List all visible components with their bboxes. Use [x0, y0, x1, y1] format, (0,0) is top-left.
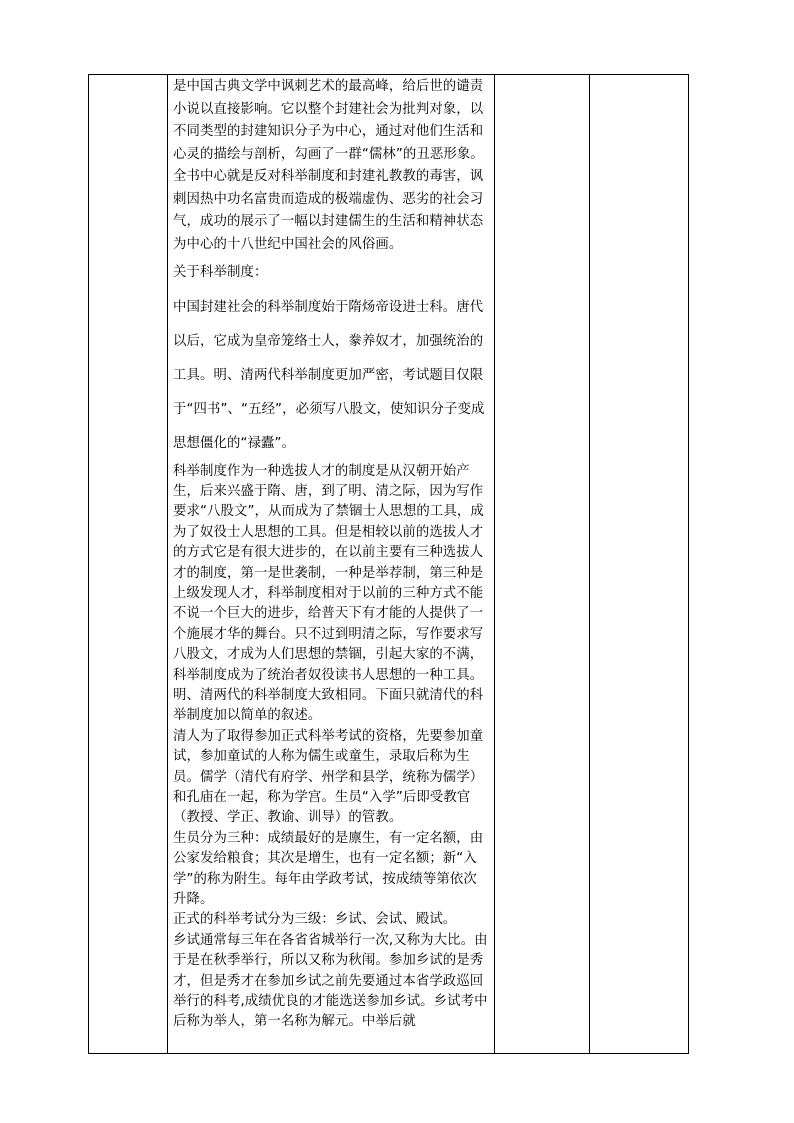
- notes-cell: [495, 75, 590, 1054]
- paragraph-keju-history: 科举制度作为一种选拔人才的制度是从汉朝开始产生，后来兴盛于隋、唐，到了明、清之际，因为写作要求“八股文”，从而成为了禁锢士人思想的工具，成为了奴役士人思想的工具。但是相较以前的选拔人才的方式它是有很大进步的，在以前主要有三种选拔人才的制度，第一是世袭制，一种是举荐制，第三种是上级发现人才，科举制度相对于以前的三种方式不能不说一个巨大的进步，给普天下有才能的人提供了一个施展才华的舞台。只不过到明清之际，写作要求写八股文，才成为人们思想的禁锢，引起大家的不满，科举制度成为了统治者奴役读书人思想的一种工具。: [173, 463, 484, 683]
- table-row: [89, 75, 689, 1054]
- main-text-cell: [168, 75, 495, 1054]
- paragraph-ming-qing: 明、清两代的科举制度大致相同。下面只就清代的科举制度加以简单的叙述。: [173, 687, 484, 724]
- paragraph-rulin-intro: 是中国古典文学中讽刺艺术的最高峰，给后世的谴责小说以直接影响。它以整个封建社会为批判对象，以不同类型的封建知识分子为中心，通过对他们生活和心灵的描绘与剖析，勾画了一群“儒林”的丑恶形象。全书中心就是反对科举制度和封建礼教教的毒害，讽刺因热中功名富贵而造成的极端虚伪、恶劣的社会习气，成功的展示了一幅以封建儒生的生活和精神状态为中心的十八世纪中国社会的风俗画。: [173, 79, 484, 252]
- content-table: [88, 74, 689, 1054]
- left-margin-cell: [89, 75, 168, 1054]
- paragraph-xiangshi: 乡试通常每三年在各省省城举行一次,又称为大比。由于是在秋季举行，所以又称为秋闱。参加乡试的是秀才，但是秀才在参加乡试之前先要通过本省学政巡回举行的科考,成绩优良的才能选送参加乡试。乡试考中后称为举人，第一名称为解元。中举后就: [173, 932, 488, 1030]
- paragraph-tongshi: 清人为了取得参加正式科举考试的资格，先要参加童试，参加童试的人称为儒生或童生，录取后称为生员。儒学（清代有府学、州学和县学，统称为儒学）和孔庙在一起，称为学宫。生员“入学”后即受教官（教授、学正、教谕、训导）的管教。: [173, 728, 484, 826]
- remarks-cell: [590, 75, 689, 1054]
- paragraph-keju-heading: 关于科举制度：: [173, 265, 268, 280]
- paragraph-keju-origin: 中国封建社会的科举制度始于隋炀帝设进士科。唐代以后，它成为皇帝笼络士人，豢养奴才，加强统治的工具。明、清两代科举制度更加严密，考试题目仅限于“四书”、“五经”，必须写八股文，使知识分子变成思想僵化的“禄蠹”。: [173, 299, 485, 451]
- paragraph-three-levels: 正式的科举考试分为三级：乡试、会试、殿试。: [173, 912, 457, 928]
- paragraph-shengyuan: 生员分为三种：成绩最好的是廪生，有一定名额，由公家发给粮食；其次是增生，也有一定名额；新“入学”的称为附生。每年由学政考试，按成绩等第依次升降。: [173, 830, 484, 908]
- text-content: [168, 75, 494, 1033]
